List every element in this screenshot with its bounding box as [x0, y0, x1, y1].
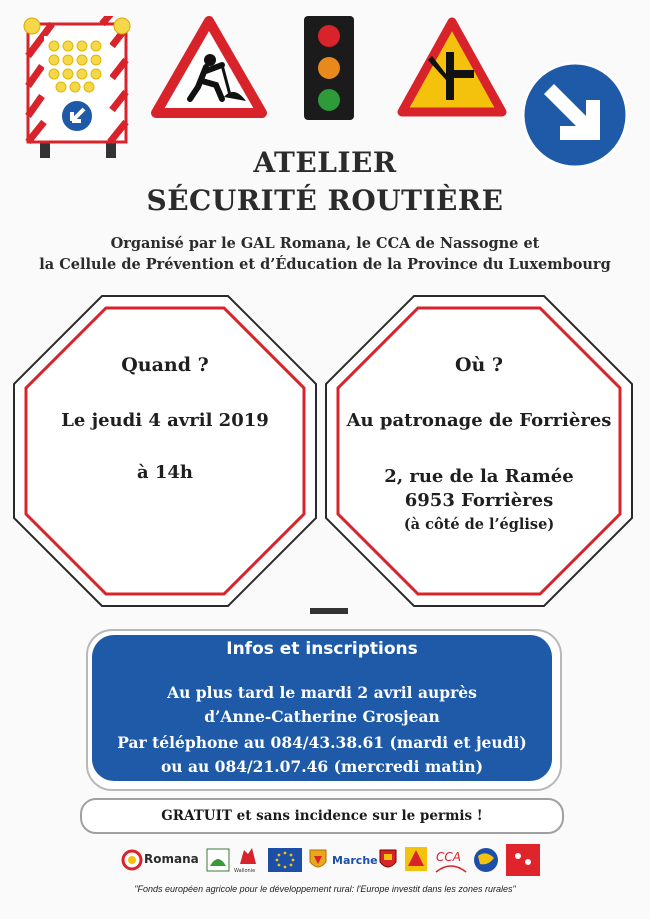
where-place: Au patronage de Forrières [346, 410, 612, 431]
infos-line-3: Par téléphone au 084/43.38.61 (mardi et jeudi) [117, 733, 527, 752]
commune-crest-icon [378, 848, 398, 872]
province-crest-icon [308, 848, 328, 872]
where-octagon [324, 294, 634, 608]
infos-title: Infos et inscriptions [226, 639, 418, 659]
cca-logo-text: CCA [436, 850, 461, 864]
nassogne-logo-icon [404, 846, 428, 872]
infos-line-1: Au plus tard le mardi 2 avril auprès [167, 683, 477, 702]
roadworks-sign-icon [150, 15, 268, 119]
infos-line-4: ou au 084/21.07.46 (mercredi matin) [160, 757, 484, 776]
logos-row [120, 842, 540, 878]
road-barrier-icon [22, 16, 132, 164]
cca-lines-icon [434, 862, 468, 874]
wallonie-rooster-icon [236, 844, 260, 868]
romana-logo-text: Romana [144, 852, 199, 866]
where-street: 2, rue de la Ramée [384, 466, 574, 487]
marche-logo-text: Marche [332, 854, 378, 867]
title-line-1: ATELIER [253, 146, 397, 179]
organizer-line-2: la Cellule de Prévention et d’Éducation de la Province du Luxembourg [39, 256, 611, 273]
where-note: (à côté de l’église) [403, 516, 555, 533]
infos-panel [92, 635, 552, 781]
organizer-text [0, 233, 650, 275]
junction-warning-icon [396, 16, 508, 120]
when-time: à 14h [136, 462, 194, 483]
when-date: Le jeudi 4 avril 2019 [61, 410, 269, 431]
when-heading: Quand ? [121, 354, 209, 376]
where-city: 6953 Forrières [404, 490, 554, 511]
prevention-logo-icon [506, 844, 540, 876]
organizer-line-1: Organisé par le GAL Romana, le CCA de Nassogne et [110, 235, 540, 252]
separator-dash [310, 608, 348, 614]
leader-logo-icon [206, 848, 230, 872]
gratuit-banner: GRATUIT et sans incidence sur le permis ! [80, 798, 564, 834]
eu-flag-icon [268, 848, 302, 872]
traffic-light-icon [302, 14, 356, 122]
wallonie-logo-text: Wallonie [234, 868, 256, 874]
title-line-2: SÉCURITÉ ROUTIÈRE [146, 184, 504, 217]
infos-line-2: d’Anne-Catherine Grosjean [204, 707, 440, 726]
where-heading: Où ? [454, 354, 504, 376]
when-octagon [12, 294, 318, 608]
footnote: "Fonds européen agricole pour le développement rural: l'Europe investit dans les zones rurales" [134, 884, 516, 894]
globe-logo-icon [472, 846, 500, 874]
